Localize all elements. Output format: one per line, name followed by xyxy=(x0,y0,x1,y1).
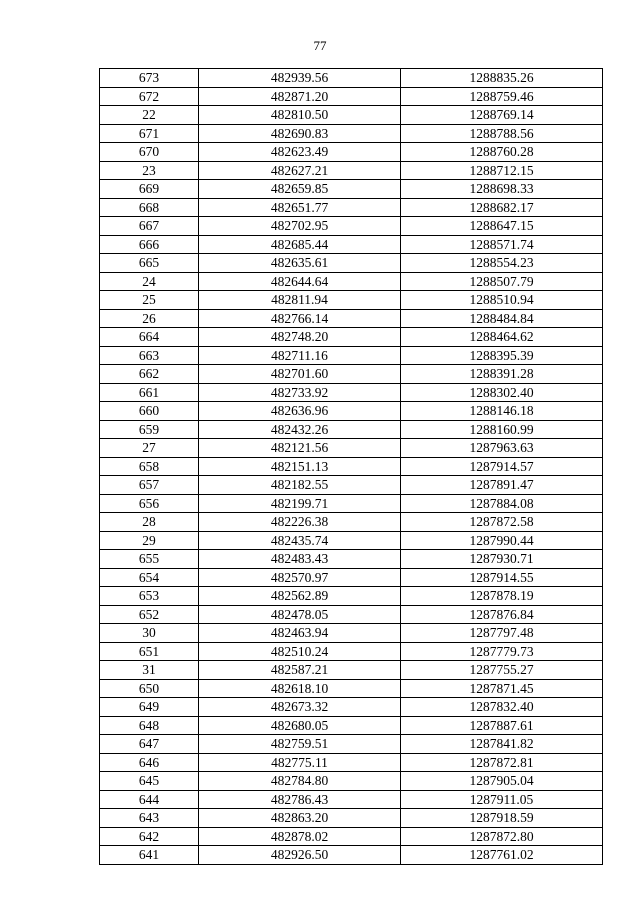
x-coordinate-cell: 482685.44 xyxy=(199,235,401,254)
x-coordinate-cell: 482690.83 xyxy=(199,124,401,143)
y-coordinate-cell: 1287761.02 xyxy=(401,846,603,865)
y-coordinate-cell: 1288682.17 xyxy=(401,198,603,217)
point-number-cell: 659 xyxy=(100,420,199,439)
point-number-cell: 657 xyxy=(100,476,199,495)
x-coordinate-cell: 482635.61 xyxy=(199,254,401,273)
table-row xyxy=(100,605,603,624)
y-coordinate-cell: 1287832.40 xyxy=(401,698,603,717)
coordinates-table xyxy=(99,68,603,865)
point-number-cell: 670 xyxy=(100,143,199,162)
y-coordinate-cell: 1288395.39 xyxy=(401,346,603,365)
point-number-cell: 661 xyxy=(100,383,199,402)
table-row xyxy=(100,420,603,439)
point-number-cell: 31 xyxy=(100,661,199,680)
y-coordinate-cell: 1287797.48 xyxy=(401,624,603,643)
x-coordinate-cell: 482702.95 xyxy=(199,217,401,236)
table-row xyxy=(100,87,603,106)
y-coordinate-cell: 1287990.44 xyxy=(401,531,603,550)
table-row xyxy=(100,772,603,791)
table-row xyxy=(100,69,603,88)
y-coordinate-cell: 1287872.58 xyxy=(401,513,603,532)
table-row xyxy=(100,328,603,347)
point-number-cell: 655 xyxy=(100,550,199,569)
table-row xyxy=(100,531,603,550)
x-coordinate-cell: 482199.71 xyxy=(199,494,401,513)
x-coordinate-cell: 482878.02 xyxy=(199,827,401,846)
point-number-cell: 663 xyxy=(100,346,199,365)
table-row xyxy=(100,291,603,310)
point-number-cell: 642 xyxy=(100,827,199,846)
x-coordinate-cell: 482810.50 xyxy=(199,106,401,125)
y-coordinate-cell: 1288507.79 xyxy=(401,272,603,291)
y-coordinate-cell: 1287871.45 xyxy=(401,679,603,698)
point-number-cell: 654 xyxy=(100,568,199,587)
point-number-cell: 641 xyxy=(100,846,199,865)
table-row xyxy=(100,143,603,162)
table-row xyxy=(100,735,603,754)
table-row xyxy=(100,439,603,458)
x-coordinate-cell: 482939.56 xyxy=(199,69,401,88)
y-coordinate-cell: 1288759.46 xyxy=(401,87,603,106)
y-coordinate-cell: 1288760.28 xyxy=(401,143,603,162)
point-number-cell: 652 xyxy=(100,605,199,624)
table-row xyxy=(100,494,603,513)
point-number-cell: 662 xyxy=(100,365,199,384)
point-number-cell: 645 xyxy=(100,772,199,791)
y-coordinate-cell: 1288302.40 xyxy=(401,383,603,402)
table-row xyxy=(100,790,603,809)
x-coordinate-cell: 482766.14 xyxy=(199,309,401,328)
y-coordinate-cell: 1287963.63 xyxy=(401,439,603,458)
y-coordinate-cell: 1288554.23 xyxy=(401,254,603,273)
table-row xyxy=(100,550,603,569)
y-coordinate-cell: 1287878.19 xyxy=(401,587,603,606)
table-row xyxy=(100,568,603,587)
x-coordinate-cell: 482659.85 xyxy=(199,180,401,199)
point-number-cell: 658 xyxy=(100,457,199,476)
table-row xyxy=(100,254,603,273)
point-number-cell: 665 xyxy=(100,254,199,273)
x-coordinate-cell: 482623.49 xyxy=(199,143,401,162)
x-coordinate-cell: 482587.21 xyxy=(199,661,401,680)
x-coordinate-cell: 482510.24 xyxy=(199,642,401,661)
point-number-cell: 671 xyxy=(100,124,199,143)
x-coordinate-cell: 482432.26 xyxy=(199,420,401,439)
x-coordinate-cell: 482483.43 xyxy=(199,550,401,569)
x-coordinate-cell: 482926.50 xyxy=(199,846,401,865)
table-row xyxy=(100,827,603,846)
table-row xyxy=(100,809,603,828)
x-coordinate-cell: 482651.77 xyxy=(199,198,401,217)
x-coordinate-cell: 482463.94 xyxy=(199,624,401,643)
table-row xyxy=(100,846,603,865)
table-row xyxy=(100,383,603,402)
y-coordinate-cell: 1287914.57 xyxy=(401,457,603,476)
point-number-cell: 23 xyxy=(100,161,199,180)
point-number-cell: 667 xyxy=(100,217,199,236)
table-row xyxy=(100,476,603,495)
y-coordinate-cell: 1287914.55 xyxy=(401,568,603,587)
y-coordinate-cell: 1288769.14 xyxy=(401,106,603,125)
y-coordinate-cell: 1288835.26 xyxy=(401,69,603,88)
point-number-cell: 29 xyxy=(100,531,199,550)
x-coordinate-cell: 482711.16 xyxy=(199,346,401,365)
x-coordinate-cell: 482759.51 xyxy=(199,735,401,754)
x-coordinate-cell: 482151.13 xyxy=(199,457,401,476)
x-coordinate-cell: 482618.10 xyxy=(199,679,401,698)
y-coordinate-cell: 1287872.81 xyxy=(401,753,603,772)
point-number-cell: 643 xyxy=(100,809,199,828)
y-coordinate-cell: 1287887.61 xyxy=(401,716,603,735)
point-number-cell: 668 xyxy=(100,198,199,217)
x-coordinate-cell: 482570.97 xyxy=(199,568,401,587)
y-coordinate-cell: 1287891.47 xyxy=(401,476,603,495)
y-coordinate-cell: 1288510.94 xyxy=(401,291,603,310)
x-coordinate-cell: 482673.32 xyxy=(199,698,401,717)
x-coordinate-cell: 482748.20 xyxy=(199,328,401,347)
table-row xyxy=(100,661,603,680)
coordinates-table-body xyxy=(100,69,603,865)
table-row xyxy=(100,365,603,384)
point-number-cell: 26 xyxy=(100,309,199,328)
point-number-cell: 672 xyxy=(100,87,199,106)
table-row xyxy=(100,513,603,532)
table-row xyxy=(100,402,603,421)
y-coordinate-cell: 1288698.33 xyxy=(401,180,603,199)
point-number-cell: 666 xyxy=(100,235,199,254)
x-coordinate-cell: 482811.94 xyxy=(199,291,401,310)
x-coordinate-cell: 482871.20 xyxy=(199,87,401,106)
y-coordinate-cell: 1287876.84 xyxy=(401,605,603,624)
table-row xyxy=(100,624,603,643)
point-number-cell: 673 xyxy=(100,69,199,88)
y-coordinate-cell: 1287884.08 xyxy=(401,494,603,513)
point-number-cell: 656 xyxy=(100,494,199,513)
table-row xyxy=(100,198,603,217)
table-row xyxy=(100,161,603,180)
point-number-cell: 648 xyxy=(100,716,199,735)
table-row xyxy=(100,272,603,291)
table-row xyxy=(100,124,603,143)
x-coordinate-cell: 482863.20 xyxy=(199,809,401,828)
point-number-cell: 22 xyxy=(100,106,199,125)
y-coordinate-cell: 1288160.99 xyxy=(401,420,603,439)
table-row xyxy=(100,587,603,606)
table-row xyxy=(100,716,603,735)
y-coordinate-cell: 1288788.56 xyxy=(401,124,603,143)
y-coordinate-cell: 1287911.05 xyxy=(401,790,603,809)
table-row xyxy=(100,457,603,476)
y-coordinate-cell: 1288571.74 xyxy=(401,235,603,254)
x-coordinate-cell: 482701.60 xyxy=(199,365,401,384)
y-coordinate-cell: 1287905.04 xyxy=(401,772,603,791)
x-coordinate-cell: 482226.38 xyxy=(199,513,401,532)
table-row xyxy=(100,698,603,717)
x-coordinate-cell: 482121.56 xyxy=(199,439,401,458)
x-coordinate-cell: 482680.05 xyxy=(199,716,401,735)
table-row xyxy=(100,753,603,772)
x-coordinate-cell: 482562.89 xyxy=(199,587,401,606)
y-coordinate-cell: 1287755.27 xyxy=(401,661,603,680)
y-coordinate-cell: 1288464.62 xyxy=(401,328,603,347)
y-coordinate-cell: 1288647.15 xyxy=(401,217,603,236)
y-coordinate-cell: 1288484.84 xyxy=(401,309,603,328)
point-number-cell: 650 xyxy=(100,679,199,698)
point-number-cell: 25 xyxy=(100,291,199,310)
point-number-cell: 664 xyxy=(100,328,199,347)
table-row xyxy=(100,309,603,328)
x-coordinate-cell: 482733.92 xyxy=(199,383,401,402)
y-coordinate-cell: 1288146.18 xyxy=(401,402,603,421)
x-coordinate-cell: 482478.05 xyxy=(199,605,401,624)
point-number-cell: 660 xyxy=(100,402,199,421)
table-row xyxy=(100,180,603,199)
point-number-cell: 30 xyxy=(100,624,199,643)
table-row xyxy=(100,679,603,698)
point-number-cell: 653 xyxy=(100,587,199,606)
x-coordinate-cell: 482786.43 xyxy=(199,790,401,809)
point-number-cell: 28 xyxy=(100,513,199,532)
point-number-cell: 24 xyxy=(100,272,199,291)
point-number-cell: 27 xyxy=(100,439,199,458)
x-coordinate-cell: 482775.11 xyxy=(199,753,401,772)
x-coordinate-cell: 482435.74 xyxy=(199,531,401,550)
point-number-cell: 651 xyxy=(100,642,199,661)
x-coordinate-cell: 482784.80 xyxy=(199,772,401,791)
x-coordinate-cell: 482627.21 xyxy=(199,161,401,180)
y-coordinate-cell: 1288391.28 xyxy=(401,365,603,384)
point-number-cell: 646 xyxy=(100,753,199,772)
table-row xyxy=(100,642,603,661)
y-coordinate-cell: 1287918.59 xyxy=(401,809,603,828)
x-coordinate-cell: 482636.96 xyxy=(199,402,401,421)
y-coordinate-cell: 1287872.80 xyxy=(401,827,603,846)
y-coordinate-cell: 1287930.71 xyxy=(401,550,603,569)
table-row xyxy=(100,235,603,254)
point-number-cell: 649 xyxy=(100,698,199,717)
x-coordinate-cell: 482644.64 xyxy=(199,272,401,291)
table-row xyxy=(100,106,603,125)
x-coordinate-cell: 482182.55 xyxy=(199,476,401,495)
table-row xyxy=(100,217,603,236)
y-coordinate-cell: 1287841.82 xyxy=(401,735,603,754)
table-row xyxy=(100,346,603,365)
point-number-cell: 647 xyxy=(100,735,199,754)
point-number-cell: 669 xyxy=(100,180,199,199)
y-coordinate-cell: 1288712.15 xyxy=(401,161,603,180)
page-number: 77 xyxy=(313,38,327,53)
y-coordinate-cell: 1287779.73 xyxy=(401,642,603,661)
point-number-cell: 644 xyxy=(100,790,199,809)
